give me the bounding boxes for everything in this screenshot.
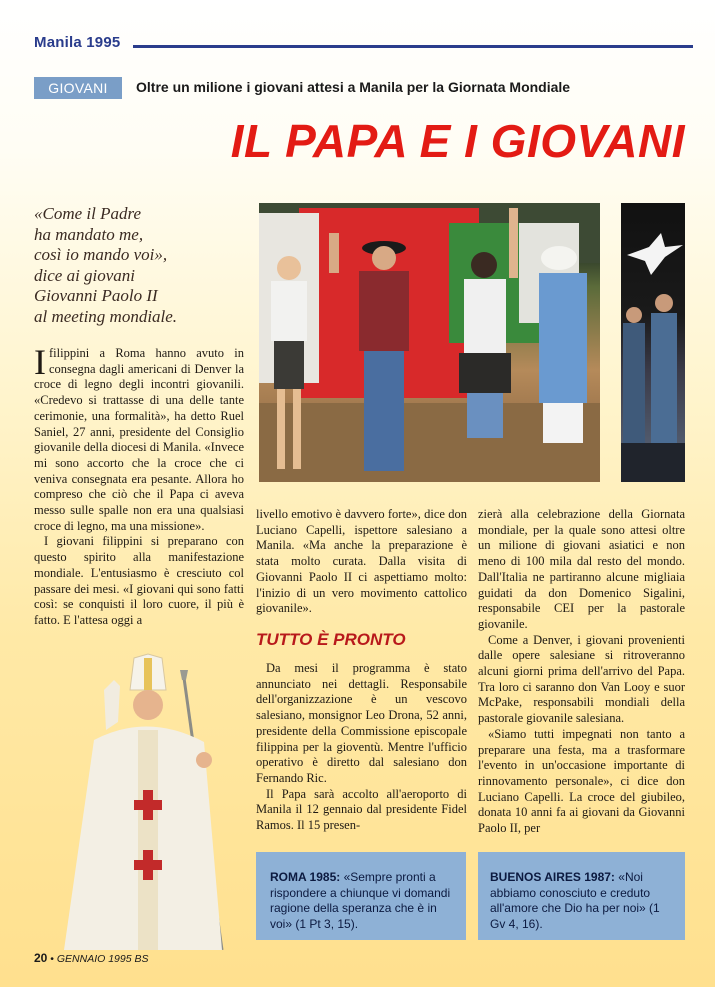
article-paragraph: zierà alla celebrazione della Giornata mondiale, per la quale sono attesi oltre un milione di giovani asiatici e non meno di 100 mila dal resto del mondo. Dall'Italia ne partiranno alcune migliaia guidati da don Domenico Sigalini, responsabile CEI per la pastorale giovanile. bbox=[478, 507, 685, 631]
drop-cap: I bbox=[34, 342, 46, 382]
pull-quote-line: «Come il Padre bbox=[34, 204, 142, 223]
article-paragraph: Da mesi il programma è stato annunciato nei dettagli. Responsabile dell'organizzazione è un vescovo salesiano, monsignor Leo Drona, 52 anni, presidente della Commissione episcopale filippina per la gioventù. Mentre l'ufficio operativo è diretto dal salesiano don Fernando Ric. bbox=[256, 661, 467, 785]
category-tag: GIOVANI bbox=[34, 77, 122, 99]
quote-box-roma bbox=[256, 852, 466, 940]
kicker: Oltre un milione i giovani attesi a Manila per la Giornata Mondiale bbox=[136, 79, 571, 95]
footer-separator: • bbox=[47, 953, 57, 965]
section-label: Manila 1995 bbox=[34, 34, 121, 51]
section-rule bbox=[133, 45, 693, 48]
page-number: 20 bbox=[34, 951, 48, 965]
article-column-3 bbox=[478, 507, 685, 837]
pull-quote-line: al meeting mondiale. bbox=[34, 306, 178, 326]
article-paragraph: I giovani filippini si preparano con questo spirito alla manifestazione mondiale. L'entusiasmo è cresciuto col passare dei mesi. «I giovani qui sono fatti così: se conquisti il loro cuore, il più è fatto. E l'attesa oggi a bbox=[34, 534, 244, 627]
article-column-2 bbox=[256, 507, 467, 617]
pope-illustration bbox=[34, 650, 244, 950]
quote-box-buenos-aires bbox=[478, 852, 685, 940]
pull-quote-line: ha mandato me, bbox=[34, 224, 144, 244]
article-paragraph bbox=[34, 342, 244, 534]
article-paragraph: Come a Denver, i giovani provenienti dalle opere salesiane si ritroveranno alcuni giorni prima dell'arrivo del Papa. Tra loro ci saranno don Van Looy e suor McPake, responsabili mondiali della pastorale giovanile salesiana. bbox=[478, 632, 685, 726]
pull-quote bbox=[34, 204, 234, 327]
dove-photo-illustration bbox=[621, 203, 685, 482]
issue-label: GENNAIO 1995 BS bbox=[56, 953, 149, 965]
quote-box-lead: BUENOS AIRES 1987: bbox=[490, 870, 615, 884]
quote-box-text: «Noi abbiamo conosciuto e creduto all'amore che Dio ha per noi» (1 Gv 4, 16). bbox=[490, 870, 660, 931]
article-paragraph: «Siamo tutti impegnati non tanto a preparare una festa, ma a trasformare l'evento in un'occasione importante di rinnovamento personale», ci dice don Luciano Capelli. La croce del giubileo, donata 10 anni fa ai giovani da Giovanni Paolo II, per bbox=[478, 726, 685, 836]
subheading: TUTTO È PRONTO bbox=[256, 630, 406, 649]
article-paragraph: livello emotivo è davvero forte», dice don Luciano Capelli, ispettore salesiano a Manila. «Ma anche la preparazione è stata molto curata. Dalla visita di Giovanni Paolo II ci aspettiamo molto: l'inizio di un vero movimento cattolico giovanile». bbox=[256, 507, 467, 616]
pull-quote-line: Giovanni Paolo II bbox=[34, 286, 158, 305]
dove-photo bbox=[621, 203, 685, 482]
page-footer bbox=[34, 951, 149, 965]
pull-quote-line: dice ai giovani bbox=[34, 265, 136, 285]
paragraph-text: filippini a Roma hanno avuto in consegna dagli americani di Denver la croce di legno degli incontri giovanili. «Credevo si trattasse di una delle tante cerimonie, una formalità», ha detto Ruel Saniel, 27 anni, presidente del Consiglio giovanile della diocesi di Manila. «Invece mi sono accorto che la croce che ci veniva consegnata era pesante. Allora ho compreso che ciò che il Papa ci aveva messo sulle spalle non era una qualsiasi croce di legno, ma una missione». bbox=[34, 346, 244, 533]
pull-quote-line: così io mando voi», bbox=[34, 245, 168, 264]
quote-box-lead: ROMA 1985: bbox=[270, 870, 341, 884]
crowd-photo bbox=[259, 203, 600, 482]
article-column-2-continued bbox=[256, 661, 467, 834]
article-paragraph: Il Papa sarà accolto all'aeroporto di Manila il 12 gennaio dal presidente Fidel Ramos. Il 15 presen- bbox=[256, 786, 467, 833]
crowd-photo-illustration bbox=[259, 203, 600, 482]
article-column-1 bbox=[34, 342, 244, 629]
pope-photo bbox=[34, 650, 244, 950]
headline: IL PAPA E I GIOVANI bbox=[230, 115, 685, 167]
quote-box-text: «Sempre pronti a rispondere a chiunque vi domandi ragione della speranza che è in voi» (1 Pt 3, 15). bbox=[270, 870, 451, 931]
